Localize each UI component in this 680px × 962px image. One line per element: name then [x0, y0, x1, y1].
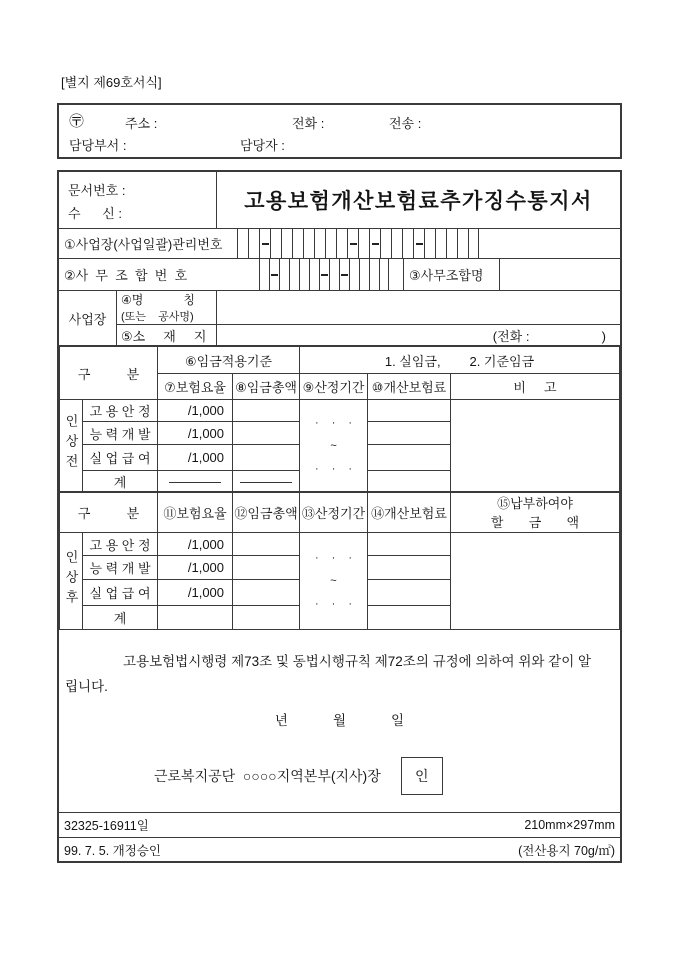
- digit-box: [329, 259, 339, 290]
- period-header: ⑨산정기간: [300, 374, 368, 400]
- premium-value: [368, 400, 451, 422]
- row-label: 고 용 안 정: [83, 533, 158, 556]
- union-no-row: [59, 259, 620, 291]
- row-label: 실 업 급 여: [83, 580, 158, 606]
- table-after-increase: [59, 492, 620, 630]
- payable-header: ⑮납부하여야 할 금 액: [451, 493, 620, 533]
- rate-header: ⑪보험요율: [158, 493, 233, 533]
- digit-box: [349, 259, 359, 290]
- digit-box: [292, 229, 303, 258]
- note-cell: [451, 400, 620, 492]
- note-header: 비 고: [451, 374, 620, 400]
- row-label: 능 력 개 발: [83, 556, 158, 580]
- workplace-location-label: ⑤소 재 지: [117, 325, 217, 345]
- fax-label: 전송 :: [389, 116, 422, 131]
- rate-value: /1,000: [158, 580, 233, 606]
- mgmt-no-row: [59, 229, 620, 259]
- total-wage-dash: ————: [233, 471, 300, 492]
- digit-box-dash: [347, 229, 358, 258]
- seal-box: 인: [401, 757, 443, 795]
- premium-value: [368, 606, 451, 630]
- premium-value: [368, 471, 451, 492]
- row-label: 고 용 안 정: [83, 400, 158, 422]
- group-label-before: 인상전: [60, 400, 83, 492]
- digit-box: [435, 229, 446, 258]
- table-row: [60, 347, 620, 374]
- category-header: 구 분: [60, 493, 158, 533]
- doc-number-cell: [59, 172, 217, 228]
- row-label: 능 력 개 발: [83, 422, 158, 445]
- recipient-label: 수 신 :: [68, 206, 123, 221]
- digit-box-dash: [269, 259, 279, 290]
- rate-value: /1,000: [158, 422, 233, 445]
- rate-value: /1,000: [158, 400, 233, 422]
- form-reference: [별지 제69호서식]: [61, 75, 162, 90]
- total-label: 계: [83, 606, 158, 630]
- digit-box: [281, 229, 292, 258]
- department-label: 담당부서 :: [69, 138, 127, 153]
- postal-mark-icon: 〶: [69, 113, 85, 130]
- date-line: 년 월 일: [274, 713, 405, 728]
- digit-box: [248, 229, 259, 258]
- mgmt-no-digit-boxes: [237, 229, 479, 258]
- table-row: [60, 400, 620, 422]
- issuer-name: 근로복지공단 ○○○○지역본부(지사)장: [154, 768, 381, 784]
- total-label: 계: [83, 471, 158, 492]
- notice-paragraph: 고용보험법시행령 제73조 및 동법시행규칙 제72조의 규정에 의하여 위와 같이 알 립니다.: [65, 654, 592, 694]
- issuer-line: [154, 756, 443, 796]
- category-header: 구 분: [60, 347, 158, 400]
- digit-box: [402, 229, 413, 258]
- period-cell: · · · ~ · · ·: [300, 533, 368, 630]
- wage-value: [233, 400, 300, 422]
- digit-box: [468, 229, 479, 258]
- table-before-increase: [59, 346, 620, 492]
- digit-box: [299, 259, 309, 290]
- workplace-name-row: [117, 291, 620, 324]
- digit-box: [237, 229, 248, 258]
- wage-total-header: ⑧임금총액: [233, 374, 300, 400]
- notice-section: [59, 630, 620, 813]
- form-code: 32325-16911일: [64, 819, 149, 833]
- digit-box: [259, 259, 269, 290]
- workplace-name-label: ④명 칭 (또는 공사명): [117, 291, 217, 324]
- title-row: [59, 172, 620, 229]
- workplace-location-phone: (전화 : ): [492, 328, 606, 344]
- digit-box: [325, 229, 336, 258]
- premium-value: [368, 556, 451, 580]
- footer-row-1: [59, 813, 620, 837]
- digit-box: [358, 229, 369, 258]
- digit-box: [457, 229, 468, 258]
- digit-box: [309, 259, 319, 290]
- form-title: 고용보험개산보험료추가징수통지서: [244, 190, 593, 213]
- digit-box: [379, 259, 389, 290]
- wage-options-header: 1. 실임금, 2. 기준임금: [300, 347, 620, 374]
- workplace-name-value: [217, 291, 620, 324]
- wage-value: [233, 533, 300, 556]
- premium-header: ⑩개산보험료: [368, 374, 451, 400]
- digit-box: [270, 229, 281, 258]
- digit-box: [424, 229, 435, 258]
- row-label: 실 업 급 여: [83, 445, 158, 471]
- wage-basis-header: ⑥임금적용기준: [158, 347, 300, 374]
- premium-value: [368, 422, 451, 445]
- period-cell: · · · ~ · · ·: [300, 400, 368, 492]
- union-name-value: [500, 259, 620, 290]
- premium-value: [368, 533, 451, 556]
- person-label: 담당자 :: [240, 138, 285, 153]
- paper-spec: (전산용지 70g/㎡): [518, 843, 615, 858]
- premium-value: [368, 580, 451, 606]
- workplace-group-label: 사업장: [59, 291, 117, 345]
- workplace-location-row: [117, 324, 620, 345]
- table-row: [60, 533, 620, 556]
- payable-cell: [451, 533, 620, 630]
- digit-box: [391, 229, 402, 258]
- rate-header: ⑦보험요율: [158, 374, 233, 400]
- table-row: [60, 493, 620, 533]
- digit-box: [369, 259, 379, 290]
- workplace-location-value: [217, 325, 620, 345]
- mgmt-no-label: ①사업장(사업일괄)관리번호: [64, 237, 223, 252]
- digit-box: [314, 229, 325, 258]
- doc-number-label: 문서번호 :: [68, 183, 126, 198]
- spacer: [389, 259, 403, 290]
- group-label-after: 인상후: [60, 533, 83, 630]
- total-wage-cell: [233, 606, 300, 630]
- period-header: ⑬산정기간: [300, 493, 368, 533]
- rate-value: /1,000: [158, 556, 233, 580]
- premium-value: [368, 445, 451, 471]
- wage-value: [233, 556, 300, 580]
- digit-box-dash: [259, 229, 270, 258]
- union-no-label: ②사 무 조 합 번 호: [64, 268, 188, 283]
- revision-date: 99. 7. 5. 개정승인: [64, 843, 161, 858]
- paper-size: 210mm×297mm: [524, 818, 615, 832]
- digit-box: [289, 259, 299, 290]
- digit-box: [359, 259, 369, 290]
- digit-box: [303, 229, 314, 258]
- main-form: [57, 170, 622, 863]
- workplace-section: [59, 291, 620, 346]
- wage-value: [233, 445, 300, 471]
- wage-value: [233, 580, 300, 606]
- rate-value: /1,000: [158, 533, 233, 556]
- union-name-label: ③사무조합명: [403, 259, 500, 290]
- address-label: 주소 :: [125, 116, 158, 131]
- premium-header: ⑭개산보험료: [368, 493, 451, 533]
- wage-total-header: ⑫임금총액: [233, 493, 300, 533]
- wage-value: [233, 422, 300, 445]
- total-rate-dash: ————: [158, 471, 233, 492]
- footer-row-2: [59, 837, 620, 861]
- digit-box-dash: [319, 259, 329, 290]
- digit-box: [336, 229, 347, 258]
- digit-box: [380, 229, 391, 258]
- digit-box-dash: [413, 229, 424, 258]
- digit-box-dash: [369, 229, 380, 258]
- digit-box-dash: [339, 259, 349, 290]
- phone-label: 전화 :: [292, 116, 325, 131]
- total-rate-cell: [158, 606, 233, 630]
- digit-box: [279, 259, 289, 290]
- digit-box: [446, 229, 457, 258]
- union-no-digit-boxes: [259, 259, 389, 290]
- rate-value: /1,000: [158, 445, 233, 471]
- contact-box: [57, 103, 622, 159]
